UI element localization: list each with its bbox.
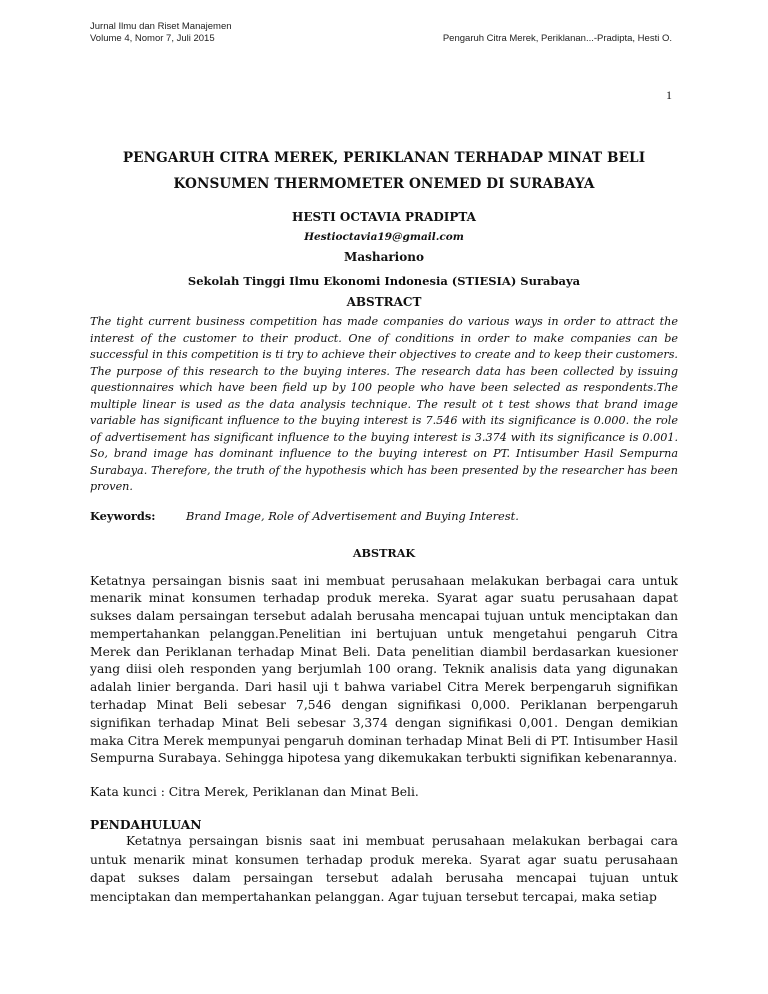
- journal-info: [90, 21, 232, 45]
- running-title: Pengaruh Citra Merek, Periklanan...-Pradipta, Hesti O.: [442, 33, 672, 44]
- paper-title-line2: KONSUMEN THERMOMETER ONEMED DI SURABAYA: [173, 176, 595, 192]
- kata-kunci: Kata kunci : Citra Merek, Periklanan dan Minat Beli.: [90, 785, 419, 800]
- abstract-heading: ABSTRACT: [346, 295, 422, 309]
- paper-title-line1: PENGARUH CITRA MEREK, PERIKLANAN TERHADAP MINAT BELI: [122, 150, 646, 166]
- paper-title: [90, 145, 678, 197]
- keywords-text: Brand Image, Role of Advertisement and Buying Interest.: [186, 508, 519, 523]
- author-name: HESTI OCTAVIA PRADIPTA: [292, 210, 476, 224]
- paper-body: [90, 145, 678, 906]
- page-number: 1: [666, 88, 672, 102]
- author-affiliation: Sekolah Tinggi Ilmu Ekonomi Indonesia (STIESIA) Surabaya: [187, 274, 581, 288]
- keywords-row: [90, 509, 678, 523]
- abstract-text: The tight current business competition has made companies do various ways in order to attract the interest of the customer to their product. One of conditions in order to make companies can be successful in this competition is ti try to achieve their objectives to create and to keep their customers. The purpose of this research to the buying interes. The research data has been collected by issuing questionnaires which have been field up by 100 people who have been selected as respondents.The multiple linear is used as the data analysis technique. The result ot t test shows that brand image variable has significant influence to the buying interest is 7.546 with its significance is 0.000. the role of advertisement has significant influence to the buying interest is 3.374 with its significance is 0.001. So, brand image has dominant influence to the buying interest on PT. Intisumber Hasil Sempurna Surabaya. Therefore, the truth of the hypothesis which has been presented by the researcher has been proven.: [90, 315, 678, 493]
- author-email: Hestioctavia19@gmail.com: [304, 231, 464, 243]
- pendahuluan-heading: PENDAHULUAN: [90, 817, 202, 833]
- journal-name: Jurnal Ilmu dan Riset Manajemen: [90, 21, 232, 32]
- abstrak-heading: ABSTRAK: [352, 545, 416, 560]
- pendahuluan-text: Ketatnya persaingan bisnis saat ini membuat perusahaan melakukan berbagai cara untuk menarik minat konsumen terhadap produk mereka. Syarat agar suatu perusahaan dapat sukses dalam persaingan tersebut adalah berusaha mencapai tujuan untuk menciptakan dan mempertahankan pelanggan. Agar tujuan tersebut tercapai, maka setiap: [90, 834, 678, 904]
- journal-volume: Volume 4, Nomor 7, Juli 2015: [90, 33, 215, 44]
- abstrak-text: Ketatnya persaingan bisnis saat ini membuat perusahaan melakukan berbagai cara untuk menarik minat konsumen terhadap produk mereka. Syarat agar suatu perusahaan dapat sukses dalam persaingan tersebut adalah berusaha mencapai tujuan untuk menciptakan dan mempertahankan pelanggan.Penelitian ini bertujuan untuk mengetahui pengaruh Citra Merek dan Periklanan terhadap Minat Beli. Data penelitian diambil berdasarkan kuesioner yang diisi oleh responden yang berjumlah 100 orang. Teknik analisis data yang digunakan adalah linier berganda. Dari hasil uji t bahwa variabel Citra Merek berpengaruh signifikan terhadap Minat Beli sebesar 7,546 dengan signifikasi 0,000. Periklanan berpengaruh signifikan terhadap Minat Beli sebesar 3,374 dengan signifikasi 0,001. Dengan demikian maka Citra Merek mempunyai pengaruh dominan terhadap Minat Beli di PT. Intisumber Hasil Sempurna Surabaya. Sehingga hipotesa yang dikemukakan terbukti signifikan kebenarannya.: [90, 573, 678, 766]
- coauthor-name: Mashariono: [344, 250, 424, 264]
- keywords-label: Keywords:: [90, 508, 156, 523]
